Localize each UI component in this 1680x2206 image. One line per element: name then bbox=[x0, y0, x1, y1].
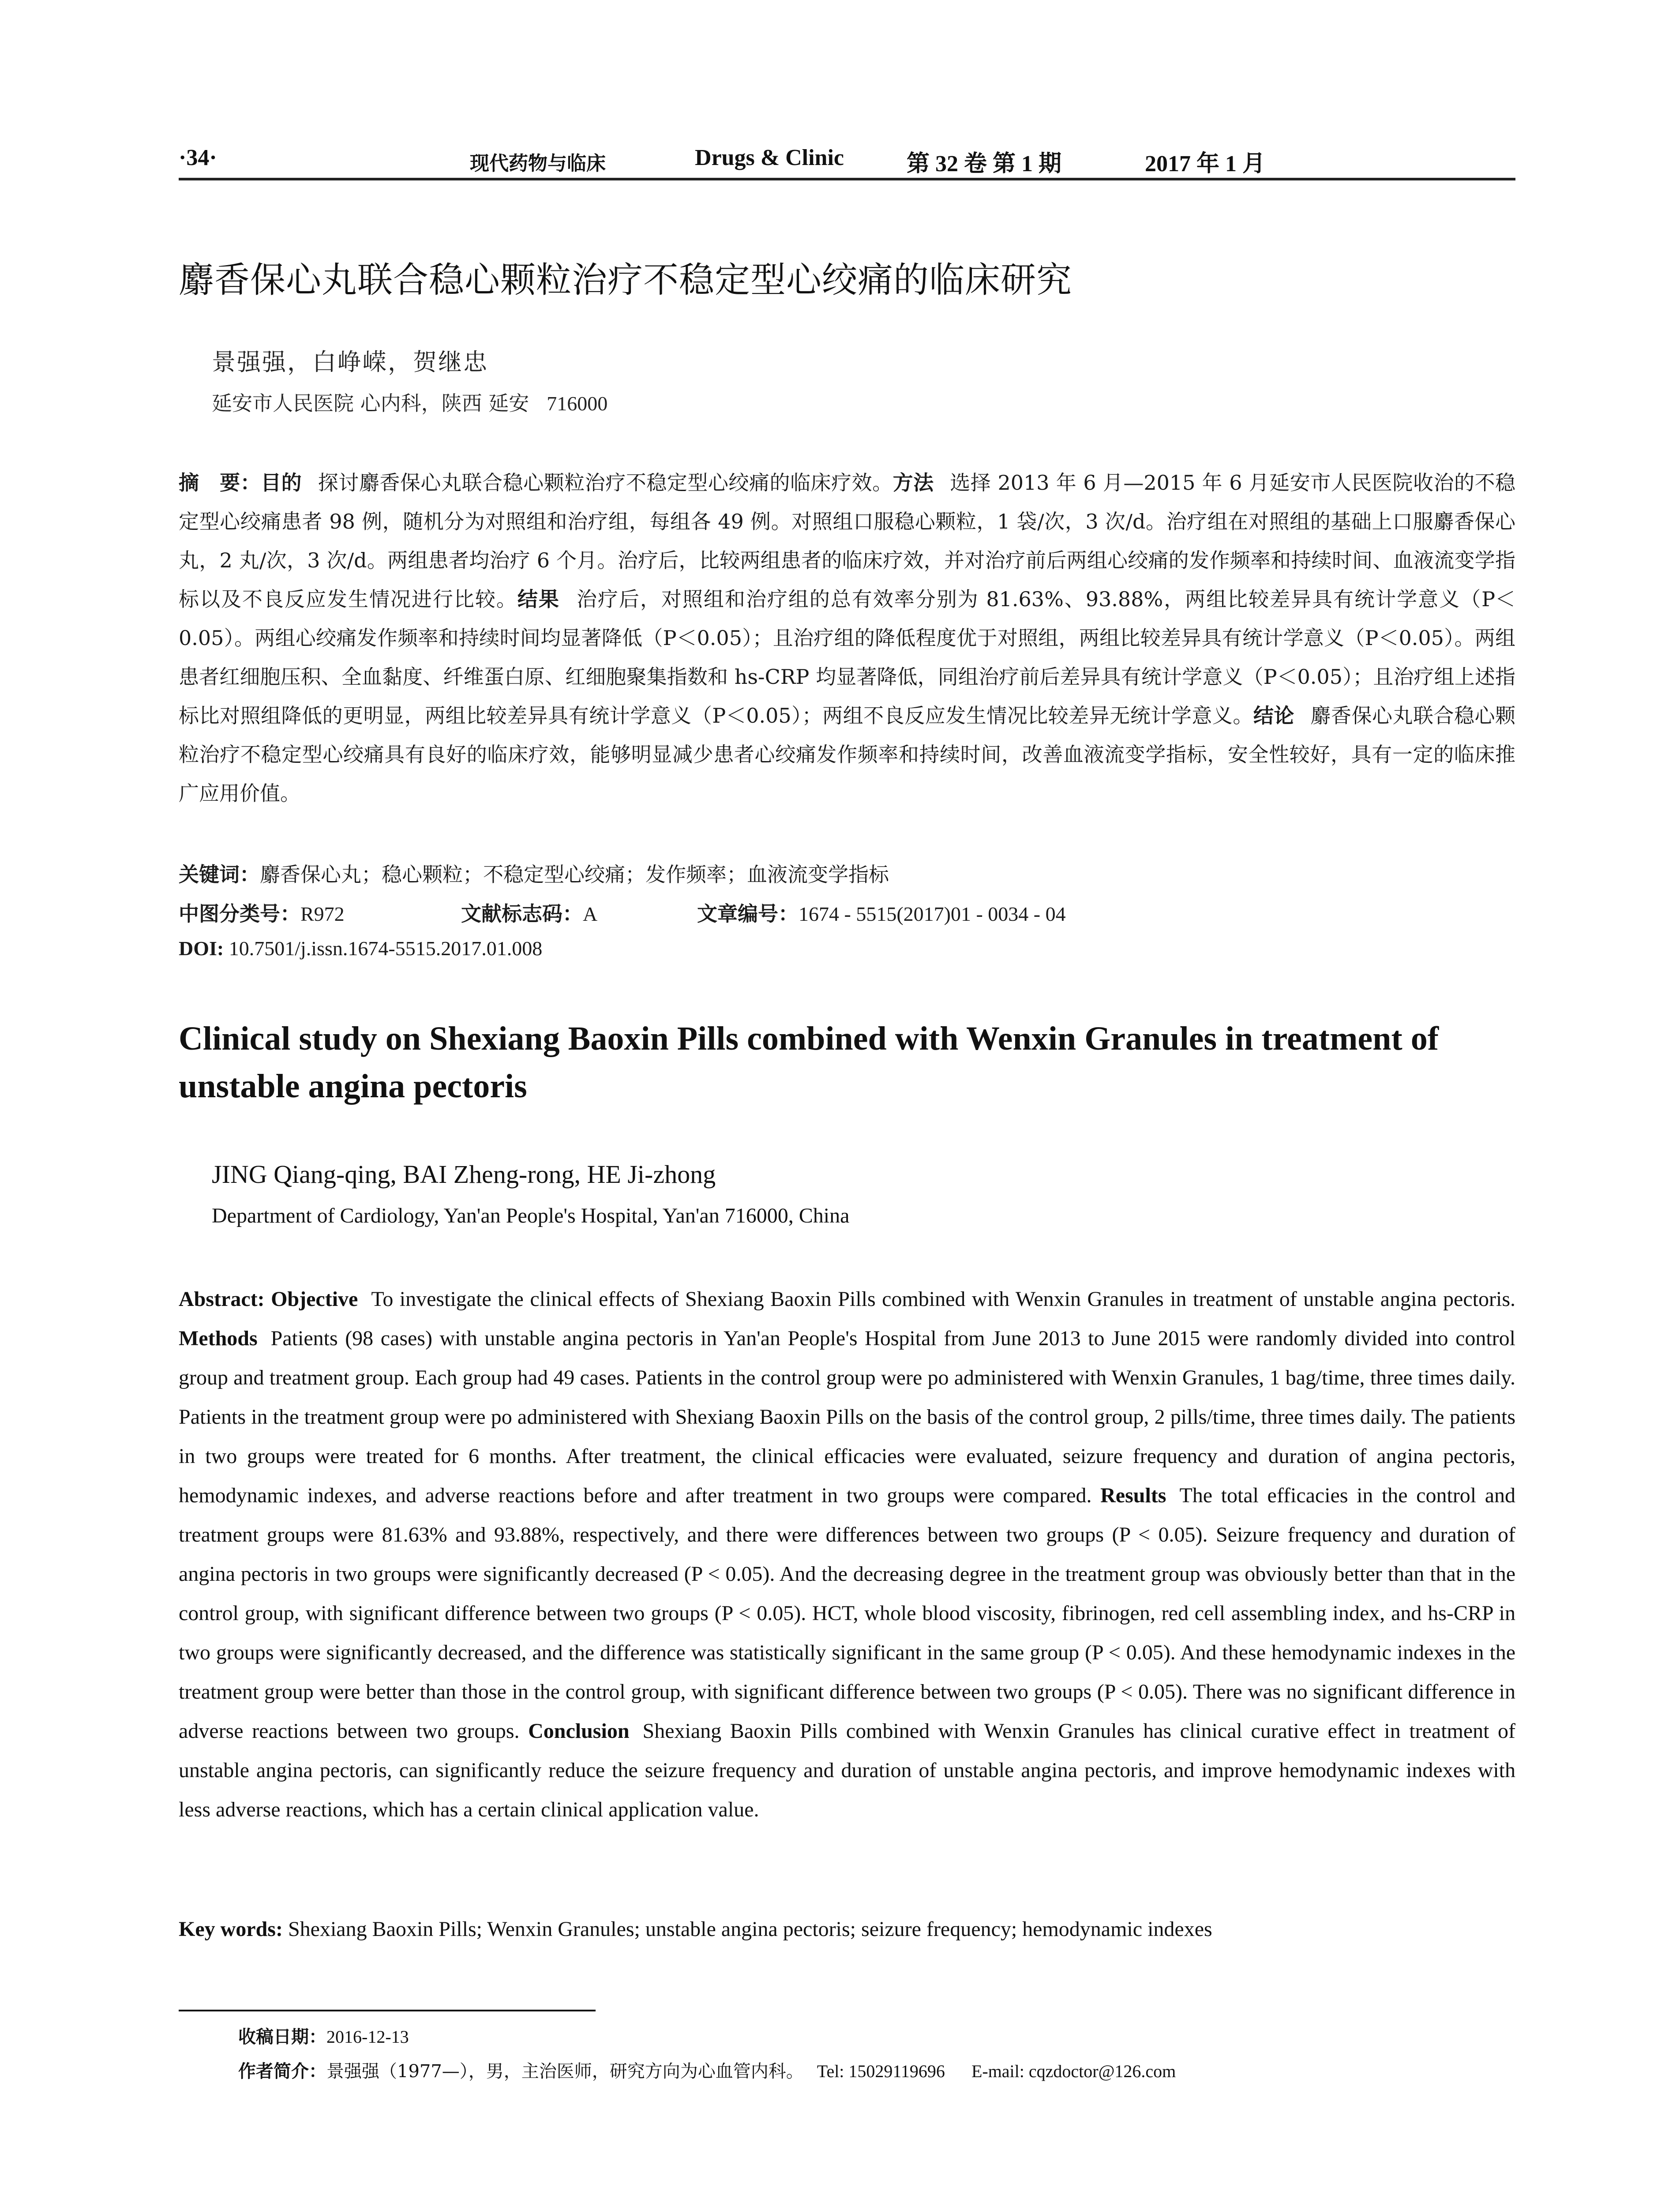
methods-text-cn: 选择 2013 年 6 月—2015 年 6 月延安市人民医院收治的不稳定型心绞痛患者 98 例，随机分为对照组和治疗组，每组各 49 例。对照组口服稳心颗粒，1 袋/次，3 次/d。治疗组在对照组的基础上口服麝香保心丸，2 丸/次，3 次/d。两组患者均治疗 6 个月。治疗后，比较两组患者的临床疗效，并对治疗前后两组心绞痛的发作频率和持续时间、血液流变学指标以及不良反应发生情况进行比较。 bbox=[179, 471, 1516, 611]
conclusion-label-cn: 结论 bbox=[1253, 704, 1294, 728]
methods-text-en: Patients (98 cases) with unstable angina pectoris in Yan'an People's Hospital from June 2013 to June 2015 were randomly divided into control group and treatment group. Each group had 49 cases. Patients in the control group were po administered with Wenxin Granules, 1 bag/time, three times daily. Patients in the treatment group were po administered with Shexiang Baoxin Pills on the basis of the control group, 2 pills/time, three times daily. The patients in two groups were treated for 6 months. After treatment, the clinical efficacies were evaluated, seizure frequency and duration of angina pectoris, hemodynamic indexes, and adverse reactions before and after treatment in two groups were compared. bbox=[179, 1327, 1515, 1507]
author-bio bbox=[238, 2057, 1176, 2082]
conclusion-text-cn: 麝香保心丸联合稳心颗粒治疗不稳定型心绞痛具有良好的临床疗效，能够明显减少患者心绞痛发作频率和持续时间，改善血液流变学指标，安全性较好，具有一定的临床推广应用价值。 bbox=[179, 704, 1516, 805]
author-tel: Tel: 15029119696 bbox=[817, 2061, 945, 2081]
article-no-value: 1674 - 5515(2017)01 - 0034 - 04 bbox=[799, 903, 1066, 925]
classification-row bbox=[179, 898, 1066, 927]
received-date bbox=[238, 2023, 409, 2048]
received-label: 收稿日期： bbox=[238, 2027, 326, 2047]
doi-row bbox=[179, 937, 542, 960]
issue-date: 2017 年 1 月 bbox=[1145, 151, 1266, 176]
keywords-text-en: Shexiang Baoxin Pills; Wenxin Granules; unstable angina pectoris; seizure frequency; hemodynamic indexes bbox=[288, 1917, 1212, 1941]
objective-label-cn: 目的 bbox=[261, 471, 302, 495]
header-rule bbox=[179, 178, 1515, 180]
keywords-label-cn: 关键词： bbox=[179, 863, 260, 886]
authors-cn: 景强强，白峥嵘，贺继忠 bbox=[212, 348, 488, 376]
abstract-cn bbox=[179, 463, 1515, 813]
authors-en: JING Qiang-qing, BAI Zheng-rong, HE Ji-zhong bbox=[212, 1160, 716, 1189]
keywords-cn bbox=[179, 859, 889, 888]
abstract-en bbox=[179, 1279, 1515, 1829]
running-header bbox=[179, 140, 1515, 176]
abstract-label-cn: 摘 要： bbox=[179, 471, 261, 495]
affiliation-cn-text: 延安市人民医院 心内科，陕西 延安 bbox=[212, 391, 529, 415]
postcode: 716000 bbox=[547, 392, 608, 415]
conclusion-text-en: Shexiang Baoxin Pills combined with Wenxin Granules has clinical curative effect in treatment of unstable angina pectoris, can significantly reduce the seizure frequency and duration of unstable angina pectoris, and improve hemodynamic indexes with less adverse reactions, which has a certain clinical application value. bbox=[179, 1719, 1516, 1821]
abstract-label-en: Abstract: bbox=[179, 1287, 265, 1311]
methods-label-en: Methods bbox=[179, 1327, 258, 1350]
keywords-en bbox=[179, 1917, 1212, 1941]
footnote-rule bbox=[179, 2010, 596, 2011]
conclusion-label-en: Conclusion bbox=[528, 1719, 630, 1743]
class-value: R972 bbox=[300, 903, 345, 925]
results-text-en: The total efficacies in the control and treatment groups were 81.63% and 93.88%, respectively, and there were differences between two groups (P < 0.05). Seizure frequency and duration of angina pectoris in two groups were significantly decreased (P < 0.05). And the decreasing degree in the treatment group was obviously better than that in the control group, with significant difference between two groups (P < 0.05). HCT, whole blood viscosity, fibrinogen, red cell assembling index, and hs-CRP in two groups were significantly decreased, and the difference was statistically significant in the same group (P < 0.05). And these hemodynamic indexes in the treatment group were better than those in the control group, with significant difference between two groups (P < 0.05). There was no significant difference in adverse reactions between two groups. bbox=[179, 1484, 1516, 1743]
objective-text-en: To investigate the clinical effects of Shexiang Baoxin Pills combined with Wenxin Granules in treatment of unstable angina pectoris. bbox=[371, 1287, 1515, 1311]
affiliation-cn bbox=[212, 387, 608, 416]
keywords-text-cn: 麝香保心丸；稳心颗粒；不稳定型心绞痛；发作频率；血液流变学指标 bbox=[260, 863, 889, 886]
doc-code-value: A bbox=[583, 903, 598, 925]
article-title-en: Clinical study on Shexiang Baoxin Pills combined with Wenxin Granules in treatment of unstable angina pectoris bbox=[179, 1020, 1439, 1105]
journal-name-en: Drugs & Clinic bbox=[695, 145, 844, 170]
affiliation-en: Department of Cardiology, Yan'an People's Hospital, Yan'an 716000, China bbox=[212, 1204, 850, 1227]
received-value: 2016-12-13 bbox=[326, 2027, 409, 2047]
page-number: ·34· bbox=[179, 145, 217, 170]
author-bio-text: 景强强（1977—），男，主治医师，研究方向为心血管内科。 bbox=[326, 2061, 804, 2082]
doc-code-label: 文献标志码： bbox=[461, 902, 583, 926]
volume-issue: 第 32 卷 第 1 期 bbox=[907, 151, 1062, 176]
article-no-label: 文章编号： bbox=[697, 902, 799, 926]
results-label-cn: 结果 bbox=[517, 587, 560, 611]
results-label-en: Results bbox=[1100, 1484, 1166, 1507]
methods-label-cn: 方法 bbox=[892, 471, 934, 495]
author-bio-label: 作者简介： bbox=[238, 2061, 326, 2082]
journal-name-cn: 现代药物与临床 bbox=[470, 152, 606, 175]
article-title-cn: 麝香保心丸联合稳心颗粒治疗不稳定型心绞痛的临床研究 bbox=[179, 259, 1072, 300]
doi-label: DOI: bbox=[179, 937, 224, 960]
class-label: 中图分类号： bbox=[179, 902, 300, 926]
author-email[interactable]: E-mail: cqzdoctor@126.com bbox=[971, 2061, 1176, 2081]
results-text-cn: 治疗后，对照组和治疗组的总有效率分别为 81.63%、93.88%，两组比较差异具有统计学意义（P＜0.05）。两组心绞痛发作频率和持续时间均显著降低（P＜0.05）；且治疗组的降低程度优于对照组，两组比较差异具有统计学意义（P＜0.05）。两组患者红细胞压积、全血黏度、纤维蛋白原、红细胞聚集指数和 hs-CRP 均显著降低，同组治疗前后差异具有统计学意义（P＜0.05）；且治疗组上述指标比对照组降低的更明显，两组比较差异具有统计学意义（P＜0.05）；两组不良反应发生情况比较差异无统计学意义。 bbox=[179, 587, 1516, 728]
objective-label-en: Objective bbox=[271, 1287, 358, 1311]
objective-text-cn: 探讨麝香保心丸联合稳心颗粒治疗不稳定型心绞痛的临床疗效。 bbox=[318, 471, 893, 495]
keywords-label-en: Key words: bbox=[179, 1917, 283, 1941]
doi-value[interactable]: 10.7501/j.issn.1674-5515.2017.01.008 bbox=[229, 937, 543, 960]
